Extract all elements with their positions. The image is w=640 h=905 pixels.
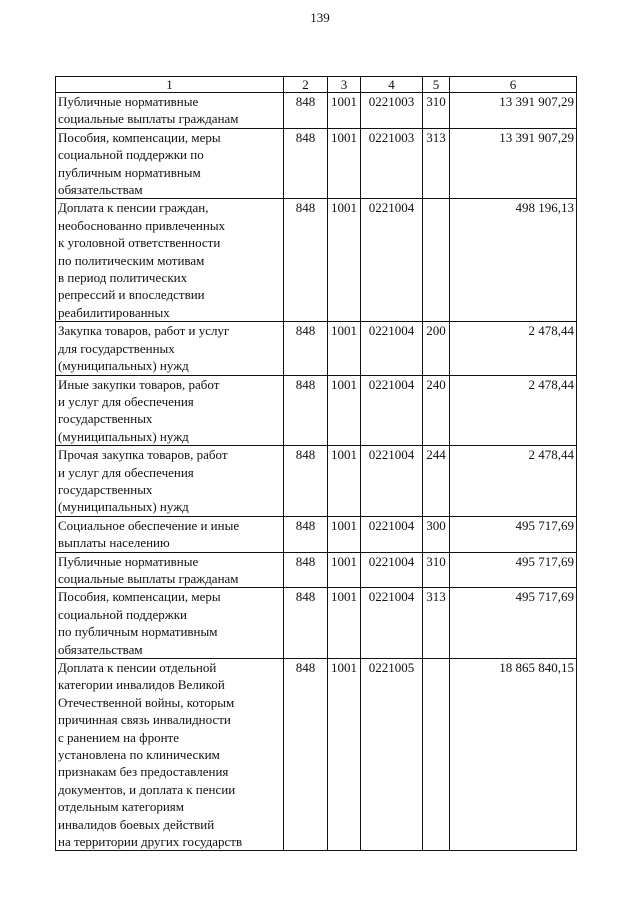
column-header: 6 [450, 77, 577, 93]
row-admin-code: 848 [284, 588, 328, 659]
table-row [56, 516, 577, 552]
row-admin-code: 848 [284, 93, 328, 129]
row-section-code: 1001 [328, 93, 361, 129]
row-target-code: 0221004 [361, 446, 423, 517]
row-admin-code: 848 [284, 446, 328, 517]
row-description: Публичные нормативные социальные выплаты гражданам [56, 552, 284, 588]
row-section-code: 1001 [328, 128, 361, 199]
row-amount: 13 391 907,29 [450, 128, 577, 199]
row-target-code: 0221004 [361, 588, 423, 659]
row-section-code: 1001 [328, 516, 361, 552]
row-expense-type: 240 [423, 375, 450, 446]
row-expense-type: 313 [423, 128, 450, 199]
row-expense-type: 310 [423, 93, 450, 129]
row-amount: 495 717,69 [450, 516, 577, 552]
row-section-code: 1001 [328, 446, 361, 517]
column-header: 2 [284, 77, 328, 93]
row-target-code: 0221003 [361, 128, 423, 199]
row-description: Публичные нормативные социальные выплаты гражданам [56, 93, 284, 129]
row-expense-type: 244 [423, 446, 450, 517]
row-expense-type: 313 [423, 588, 450, 659]
row-section-code: 1001 [328, 322, 361, 375]
row-section-code: 1001 [328, 199, 361, 322]
row-admin-code: 848 [284, 128, 328, 199]
row-amount: 2 478,44 [450, 375, 577, 446]
row-section-code: 1001 [328, 375, 361, 446]
row-description: Пособия, компенсации, меры социальной поддержки по публичным нормативным обязательствам [56, 588, 284, 659]
table-row [56, 375, 577, 446]
row-amount: 498 196,13 [450, 199, 577, 322]
row-amount: 13 391 907,29 [450, 93, 577, 129]
row-description: Прочая закупка товаров, работ и услуг для обеспечения государственных (муниципальных) нужд [56, 446, 284, 517]
row-target-code: 0221004 [361, 199, 423, 322]
row-target-code: 0221005 [361, 659, 423, 851]
row-amount: 2 478,44 [450, 322, 577, 375]
row-section-code: 1001 [328, 588, 361, 659]
row-target-code: 0221003 [361, 93, 423, 129]
column-header: 1 [56, 77, 284, 93]
row-description: Доплата к пенсии отдельной категории инвалидов Великой Отечественной войны, которым причинная связь инвалидности с ранением на фронте установлена по клиническим признакам без предоставления документов, и доплата к пенсии отдельным категориям инвалидов боевых действий на территории других государств [56, 659, 284, 851]
row-target-code: 0221004 [361, 375, 423, 446]
row-admin-code: 848 [284, 199, 328, 322]
row-admin-code: 848 [284, 375, 328, 446]
row-expense-type [423, 199, 450, 322]
row-description: Доплата к пенсии граждан, необоснованно привлеченных к уголовной ответственности по политическим мотивам в период политических репрессий и впоследствии реабилитированных [56, 199, 284, 322]
row-expense-type: 200 [423, 322, 450, 375]
table-row [56, 659, 577, 851]
row-section-code: 1001 [328, 659, 361, 851]
row-description: Социальное обеспечение и иные выплаты населению [56, 516, 284, 552]
row-expense-type [423, 659, 450, 851]
row-amount: 495 717,69 [450, 552, 577, 588]
row-expense-type: 310 [423, 552, 450, 588]
row-admin-code: 848 [284, 322, 328, 375]
budget-table [55, 76, 577, 851]
row-target-code: 0221004 [361, 322, 423, 375]
row-admin-code: 848 [284, 659, 328, 851]
table-row [56, 199, 577, 322]
row-admin-code: 848 [284, 552, 328, 588]
row-description: Закупка товаров, работ и услуг для государственных (муниципальных) нужд [56, 322, 284, 375]
page-number: 139 [310, 10, 330, 25]
column-header: 5 [423, 77, 450, 93]
row-amount: 18 865 840,15 [450, 659, 577, 851]
row-amount: 495 717,69 [450, 588, 577, 659]
table-row [56, 588, 577, 659]
row-target-code: 0221004 [361, 552, 423, 588]
table-row [56, 446, 577, 517]
row-target-code: 0221004 [361, 516, 423, 552]
table-row [56, 128, 577, 199]
table-row [56, 93, 577, 129]
row-expense-type: 300 [423, 516, 450, 552]
row-section-code: 1001 [328, 552, 361, 588]
table-row [56, 322, 577, 375]
row-description: Иные закупки товаров, работ и услуг для обеспечения государственных (муниципальных) нужд [56, 375, 284, 446]
column-header: 4 [361, 77, 423, 93]
table-row [56, 552, 577, 588]
header-row [56, 77, 577, 93]
row-amount: 2 478,44 [450, 446, 577, 517]
column-header: 3 [328, 77, 361, 93]
row-description: Пособия, компенсации, меры социальной поддержки по публичным нормативным обязательствам [56, 128, 284, 199]
row-admin-code: 848 [284, 516, 328, 552]
